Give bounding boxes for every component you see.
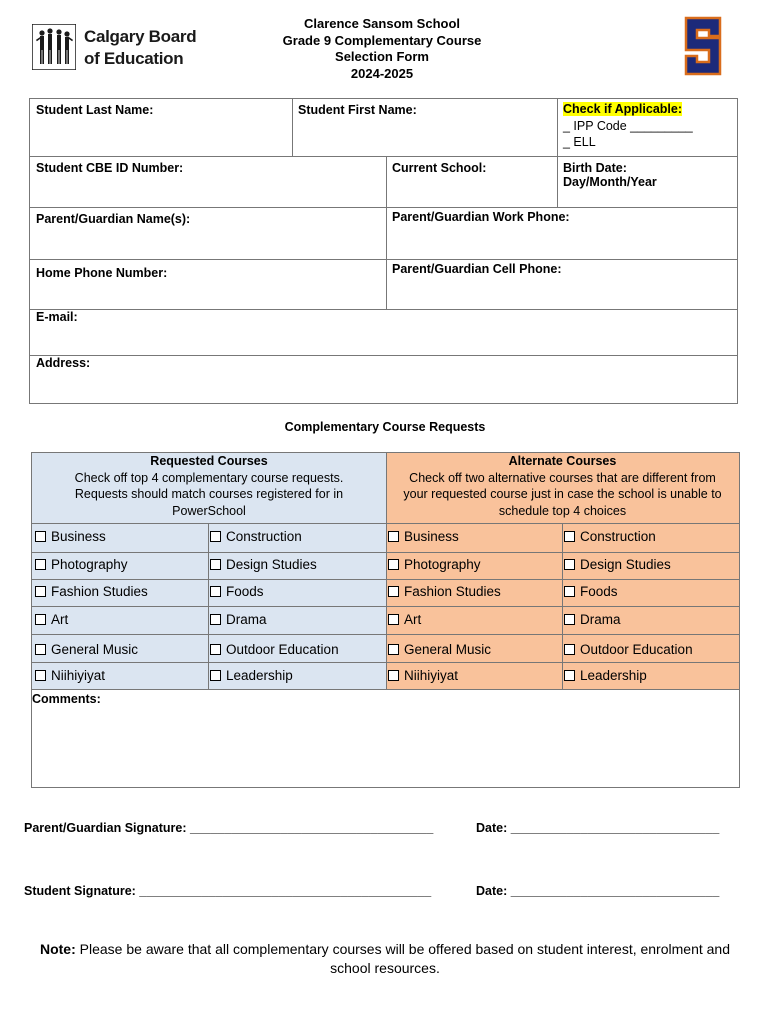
ipp-code-checkbox[interactable]: _ IPP Code _________	[563, 119, 693, 133]
guardian-names-field[interactable]: Parent/Guardian Name(s):	[36, 212, 191, 226]
requested-option-general-music[interactable]	[35, 642, 138, 657]
option-label: Fashion Studies	[51, 584, 148, 599]
option-label: General Music	[51, 642, 139, 657]
option-label: Art	[404, 612, 422, 627]
home-phone-field[interactable]: Home Phone Number:	[36, 266, 168, 280]
cbe-logo	[28, 22, 200, 74]
option-label: Art	[51, 612, 69, 627]
checkbox-icon[interactable]	[210, 586, 221, 597]
option-label: Niihiyiyat	[51, 668, 106, 683]
applicable-title-text: Check if Applicable:	[563, 102, 683, 116]
note-label: Note:	[39, 941, 76, 957]
option-label: Niihiyiyat	[404, 668, 459, 683]
checkbox-icon[interactable]	[388, 644, 399, 655]
checkbox-icon[interactable]	[35, 531, 46, 542]
requested-option-construction[interactable]	[210, 529, 302, 544]
student-signature-line[interactable]: Student Signature: __________________________________________	[24, 884, 432, 898]
checkbox-icon[interactable]	[210, 614, 221, 625]
option-label: Design Studies	[226, 557, 317, 572]
requested-instruction-2: Requests should match courses registered for in	[74, 487, 344, 501]
checkbox-icon[interactable]	[388, 586, 399, 597]
guardian-cell-phone-field[interactable]: Parent/Guardian Cell Phone:	[392, 262, 562, 276]
comments-label: Comments:	[32, 692, 101, 706]
option-label: Drama	[226, 612, 267, 627]
alternate-header	[386, 453, 739, 523]
option-label: Business	[404, 529, 459, 544]
first-name-field[interactable]: Student First Name:	[298, 103, 417, 117]
checkbox-icon[interactable]	[210, 559, 221, 570]
email-field[interactable]: E-mail:	[36, 310, 78, 324]
alternate-option-leadership[interactable]	[564, 668, 647, 683]
alternate-option-photography[interactable]	[388, 557, 481, 572]
requested-option-leadership[interactable]	[210, 668, 293, 683]
option-label: Photography	[51, 557, 128, 572]
form-header	[260, 16, 504, 82]
guardian-date-line[interactable]: Date: ______________________________	[476, 821, 720, 835]
option-label: Outdoor Education	[226, 642, 339, 657]
checkbox-icon[interactable]	[388, 559, 399, 570]
note-paragraph	[20, 940, 750, 978]
option-label: Outdoor Education	[580, 642, 693, 657]
checkbox-icon[interactable]	[564, 586, 575, 597]
checkbox-icon[interactable]	[388, 670, 399, 681]
current-school-field[interactable]: Current School:	[392, 161, 487, 175]
ell-checkbox[interactable]: _ ELL	[563, 135, 596, 149]
student-date-line[interactable]: Date: ______________________________	[476, 884, 720, 898]
checkbox-icon[interactable]	[210, 531, 221, 542]
alternate-option-art[interactable]	[388, 612, 421, 627]
requested-option-fashion-studies[interactable]	[35, 584, 148, 599]
alternate-title: Alternate Courses	[508, 454, 617, 468]
alternate-option-foods[interactable]	[564, 584, 618, 599]
checkbox-icon[interactable]	[564, 614, 575, 625]
requested-option-foods[interactable]	[210, 584, 264, 599]
requested-option-art[interactable]	[35, 612, 68, 627]
cbe-figures-icon	[32, 24, 76, 70]
checkbox-icon[interactable]	[564, 559, 575, 570]
option-label: Leadership	[226, 668, 293, 683]
course-requests-title: Complementary Course Requests	[284, 420, 486, 434]
guardian-work-phone-field[interactable]: Parent/Guardian Work Phone:	[392, 210, 570, 224]
option-label: Construction	[580, 529, 656, 544]
checkbox-icon[interactable]	[388, 614, 399, 625]
alternate-instruction-1: Check off two alternative courses that are different from	[409, 470, 716, 485]
course-title: Grade 9 Complementary Course	[282, 32, 482, 48]
last-name-field[interactable]: Student Last Name:	[36, 103, 154, 117]
alternate-option-outdoor-education[interactable]	[564, 642, 693, 657]
school-s-emblem-icon	[680, 14, 726, 78]
applicable-title	[563, 102, 682, 116]
birth-date-format: Day/Month/Year	[563, 175, 657, 189]
guardian-signature-line[interactable]: Parent/Guardian Signature: ___________________________________	[24, 821, 434, 835]
checkbox-icon[interactable]	[35, 614, 46, 625]
alternate-option-niihiyiyat[interactable]	[388, 668, 458, 683]
logo-line-2: of Education	[84, 49, 184, 68]
checkbox-icon[interactable]	[210, 670, 221, 681]
comments-box[interactable]	[31, 690, 740, 788]
checkbox-icon[interactable]	[388, 531, 399, 542]
option-label: Photography	[404, 557, 481, 572]
logo-line-1: Calgary Board	[84, 27, 197, 46]
requested-header	[32, 453, 386, 523]
checkbox-icon[interactable]	[35, 670, 46, 681]
form-title: Selection Form	[335, 49, 429, 64]
option-label: General Music	[404, 642, 492, 657]
checkbox-icon[interactable]	[35, 559, 46, 570]
alternate-option-design-studies[interactable]	[564, 557, 671, 572]
requested-title: Requested Courses	[150, 454, 268, 468]
alternate-instruction-2: your requested course just in case the school is unable to	[403, 487, 722, 501]
option-label: Business	[51, 529, 106, 544]
school-year: 2024-2025	[350, 65, 414, 81]
alternate-option-drama[interactable]	[564, 612, 621, 627]
requested-option-drama[interactable]	[210, 612, 267, 627]
checkbox-icon[interactable]	[564, 531, 575, 542]
option-label: Fashion Studies	[404, 584, 501, 599]
checkbox-icon[interactable]	[564, 670, 575, 681]
requested-option-design-studies[interactable]	[210, 557, 317, 572]
option-label: Drama	[580, 612, 621, 627]
address-field[interactable]: Address:	[36, 356, 91, 370]
birth-date-field[interactable]: Birth Date:	[563, 161, 627, 175]
checkbox-icon[interactable]	[35, 586, 46, 597]
requested-instruction-3: PowerSchool	[172, 503, 246, 518]
option-label: Foods	[580, 584, 618, 599]
checkbox-icon[interactable]	[564, 644, 575, 655]
school-name: Clarence Sansom School	[303, 16, 461, 31]
requested-option-niihiyiyat[interactable]	[35, 668, 105, 683]
requested-option-business[interactable]	[35, 529, 106, 544]
requested-option-photography[interactable]	[35, 557, 128, 572]
checkbox-icon[interactable]	[210, 644, 221, 655]
student-info-table	[29, 98, 738, 404]
option-label: Design Studies	[580, 557, 671, 572]
option-label: Foods	[226, 584, 264, 599]
alternate-instruction-3: schedule top 4 choices	[498, 503, 627, 518]
option-label: Leadership	[580, 668, 647, 683]
alternate-option-construction[interactable]	[564, 529, 656, 544]
requested-instruction-1: Check off top 4 complementary course requests.	[74, 470, 344, 485]
course-requests-table	[31, 452, 740, 690]
alternate-option-business[interactable]	[388, 529, 459, 544]
alternate-option-general-music[interactable]	[388, 642, 491, 657]
requested-option-outdoor-education[interactable]	[210, 642, 339, 657]
note-text: Please be aware that all complementary courses will be offered based on student interest, enrolment and school resources.	[75, 941, 730, 976]
cbe-id-field[interactable]: Student CBE ID Number:	[36, 161, 184, 175]
option-label: Construction	[226, 529, 302, 544]
alternate-option-fashion-studies[interactable]	[388, 584, 501, 599]
checkbox-icon[interactable]	[35, 644, 46, 655]
